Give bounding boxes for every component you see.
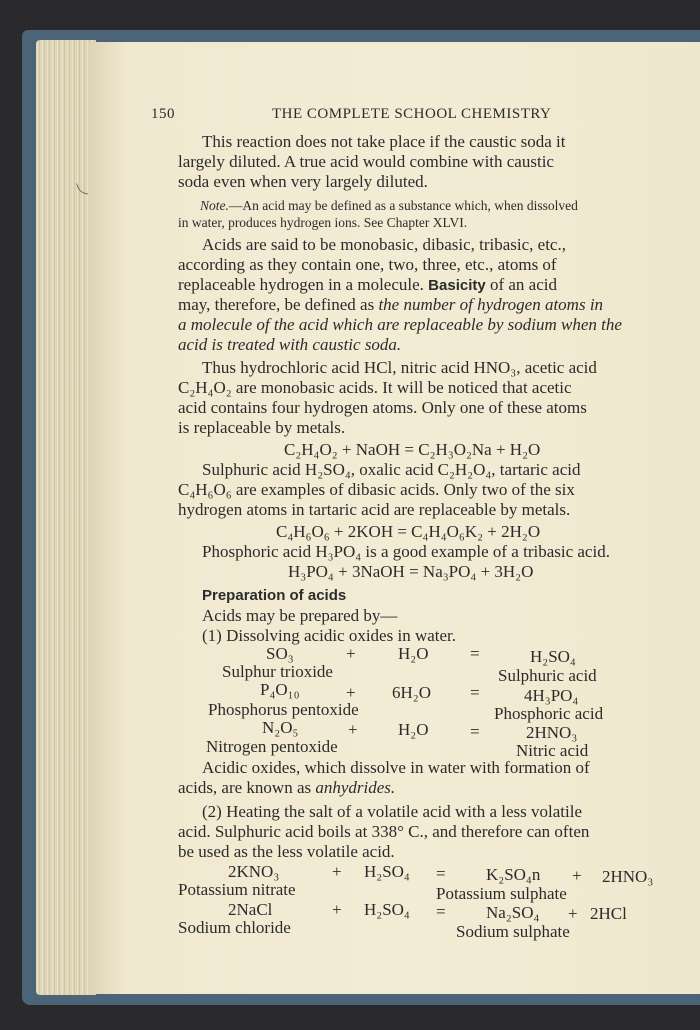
text-line: Phosphoric acid H₃PO₄ is a good example of a tribasic acid. (202, 542, 610, 561)
term-basicity: Basicity (428, 277, 486, 294)
compound-name: Sodium sulphate (456, 922, 570, 941)
text-span: of an acid (489, 275, 557, 294)
compound-name: Phosphoric acid (494, 704, 604, 723)
operator: + (568, 904, 578, 923)
page-number: 150 (151, 106, 175, 122)
note-text: —An acid may be defined as a substance which, when dissolved (228, 198, 578, 213)
operator: + (346, 644, 356, 663)
formula: 6H₂O (392, 683, 431, 702)
text-line: This reaction does not take place if the caustic soda it (202, 132, 566, 151)
text-line: Acids may be prepared by— (202, 606, 398, 625)
definition-italic: a molecule of the acid which are replaceable by sodium when the (178, 315, 622, 334)
formula: 2HCl (590, 904, 627, 923)
note-label: Note. (200, 198, 229, 213)
text-span: acids, are known as (178, 778, 312, 797)
text-line: according as they contain one, two, three, etc., atoms of (178, 255, 557, 274)
operator: + (332, 862, 342, 881)
formula: 2HNO₃ (602, 867, 654, 886)
text-line: hydrogen atoms in tartaric acid are replaceable by metals. (178, 500, 571, 519)
formula: K₂SO₄n (486, 865, 541, 884)
formula: Na₂SO₄ (486, 903, 540, 922)
operator: + (348, 720, 358, 739)
term-anhydrides: anhydrides. (315, 778, 396, 797)
text-line: C₄H₆O₆ are examples of dibasic acids. Only two of the six (178, 480, 575, 499)
compound-name: Nitric acid (516, 741, 589, 760)
equation: H₃PO₄ + 3NaOH = Na₃PO₄ + 3H₂O (288, 562, 534, 581)
operator: = (436, 902, 446, 921)
text-line (178, 275, 557, 296)
text-line (178, 778, 395, 798)
operator: + (332, 900, 342, 919)
definition-italic: the number of hydrogen atoms in (378, 295, 604, 314)
text-line: soda even when very largely diluted. (178, 172, 428, 191)
text-line: is replaceable by metals. (178, 418, 346, 437)
definition-italic: acid is treated with caustic soda. (178, 335, 402, 354)
formula: SO₃ (266, 644, 294, 663)
compound-name: Nitrogen pentoxide (206, 737, 338, 756)
text-line: Thus hydrochloric acid HCl, nitric acid HNO₃, acetic acid (202, 358, 597, 377)
formula: 2HNO₃ (526, 723, 578, 742)
note-line: in water, produces hydrogen ions. See Chapter XLVI. (178, 215, 468, 230)
compound-name: Potassium sulphate (436, 884, 567, 903)
formula: H₂SO₄ (364, 900, 410, 919)
text-line: be used as the less volatile acid. (178, 842, 395, 861)
operator: = (470, 683, 480, 702)
compound-name: Phosphorus pentoxide (208, 700, 359, 719)
text-line: acid. Sulphuric acid boils at 338° C., and therefore can often (178, 822, 590, 841)
text-line: Acids are said to be monobasic, dibasic, tribasic, etc., (202, 235, 566, 254)
formula: 2NaCl (228, 900, 273, 919)
formula: N₂O₅ (262, 718, 299, 737)
text-line: (2) Heating the salt of a volatile acid with a less volatile (202, 802, 583, 821)
formula: H₂SO₄ (530, 647, 576, 666)
text-line: (1) Dissolving acidic oxides in water. (202, 626, 457, 645)
compound-name: Potassium nitrate (178, 880, 296, 899)
formula: H₂O (398, 720, 429, 739)
operator: + (346, 683, 356, 702)
formula: 2KNO₃ (228, 862, 280, 881)
operator: = (470, 722, 480, 741)
operator: = (436, 864, 446, 883)
text-line (178, 295, 603, 315)
compound-name: Sodium chloride (178, 918, 291, 937)
text-line: acid contains four hydrogen atoms. Only one of these atoms (178, 398, 587, 417)
formula: H₂O (398, 644, 429, 663)
equation: C₄H₆O₆ + 2KOH = C₄H₄O₆K₂ + 2H₂O (276, 522, 541, 541)
running-title: THE COMPLETE SCHOOL CHEMISTRY (272, 106, 552, 122)
section-heading: Preparation of acids (202, 587, 347, 604)
formula: H₂SO₄ (364, 862, 410, 881)
operator: + (572, 866, 582, 885)
text-line: Sulphuric acid H₂SO₄, oxalic acid C₂H₂O₄, tartaric acid (202, 460, 581, 479)
formula: 4H₃PO₄ (524, 686, 579, 705)
text-line: Acidic oxides, which dissolve in water with formation of (202, 758, 590, 777)
text-line: C₂H₄O₂ are monobasic acids. It will be noticed that acetic (178, 378, 572, 397)
book-page (88, 42, 700, 994)
compound-name: Sulphuric acid (498, 666, 597, 685)
formula: P₄O₁₀ (260, 680, 300, 699)
compound-name: Sulphur trioxide (222, 662, 333, 681)
equation: C₂H₄O₂ + NaOH = C₂H₃O₂Na + H₂O (284, 440, 541, 459)
text-line: largely diluted. A true acid would combine with caustic (178, 152, 554, 171)
text-span: replaceable hydrogen in a molecule. (178, 275, 424, 294)
operator: = (470, 644, 480, 663)
text-span: may, therefore, be defined as (178, 295, 375, 314)
